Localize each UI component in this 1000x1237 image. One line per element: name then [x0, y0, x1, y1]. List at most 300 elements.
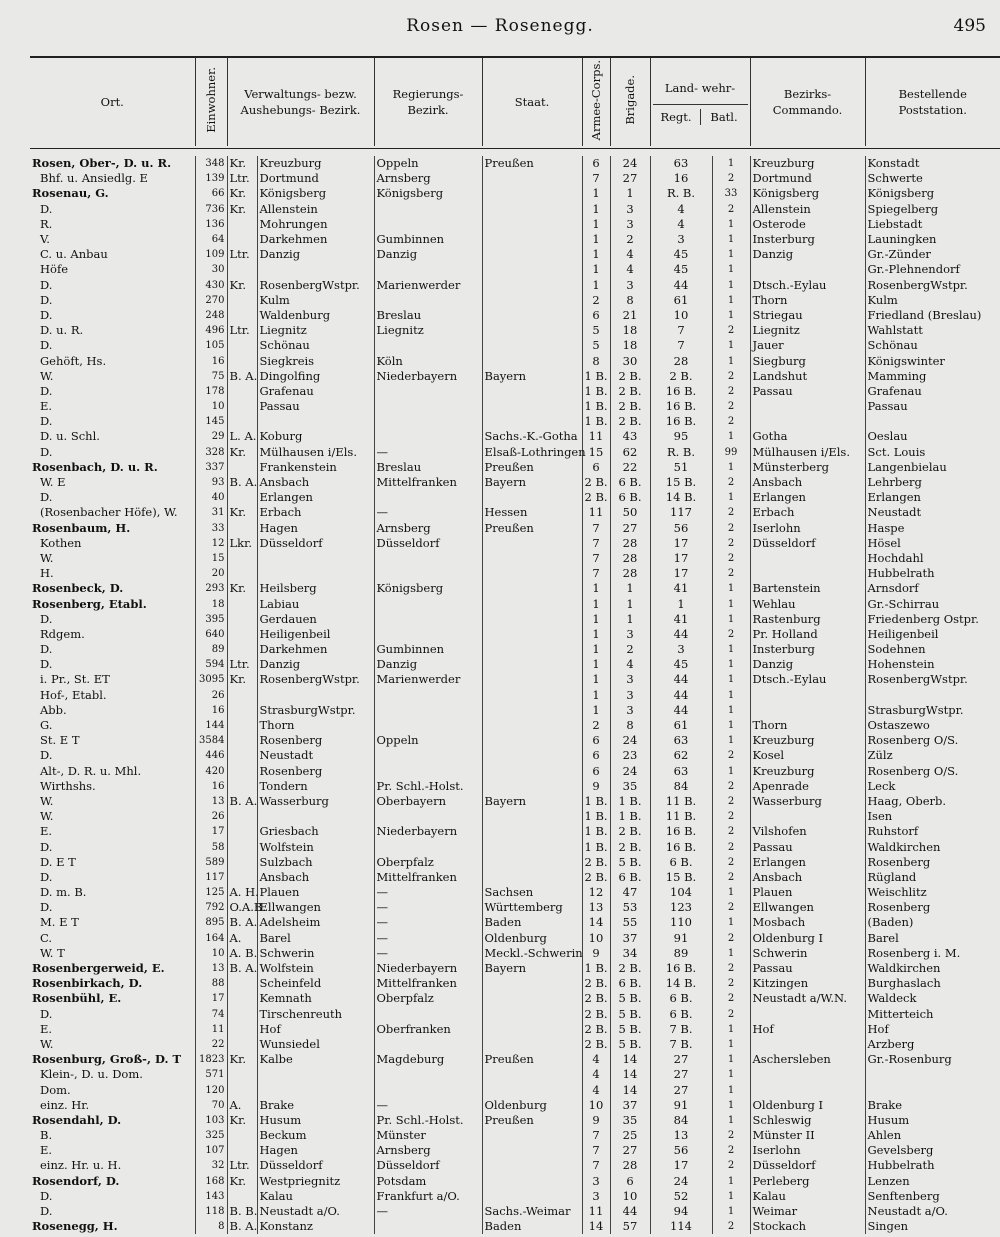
regt-cell: 63 — [650, 156, 712, 171]
staat-cell: Preußen — [482, 460, 582, 475]
bezirks-cell: Oldenburg I — [750, 1098, 865, 1113]
einwohner-cell: 32 — [195, 1158, 227, 1173]
regt-cell: 1 — [650, 596, 712, 611]
regierung-cell — [374, 764, 482, 779]
bezirks-cell: Kreuzburg — [750, 764, 865, 779]
table-row — [30, 596, 1000, 611]
einwohner-cell: 117 — [195, 870, 227, 885]
bezirk-kind-cell — [227, 353, 257, 368]
brigade-cell: 6 B. — [610, 976, 650, 991]
regt-cell: 16 B. — [650, 961, 712, 976]
bezirk-kind-cell — [227, 1143, 257, 1158]
batl-cell: 2 — [712, 551, 750, 566]
batl-cell: 1 — [712, 946, 750, 961]
bezirks-cell — [750, 399, 865, 414]
bezirk-kind-cell — [227, 566, 257, 581]
regt-cell: 114 — [650, 1219, 712, 1234]
batl-cell: 1 — [712, 672, 750, 687]
staat-cell — [482, 779, 582, 794]
armeecorps-cell: 7 — [582, 1158, 610, 1173]
batl-cell: 2 — [712, 976, 750, 991]
armeecorps-cell: 1 — [582, 232, 610, 247]
bezirks-cell — [750, 1037, 865, 1052]
table-row — [30, 718, 1000, 733]
ort-cell: Rosenbirkach, D. — [32, 976, 143, 991]
brigade-cell: 21 — [610, 308, 650, 323]
bezirk-kind-cell — [227, 1082, 257, 1097]
regierung-cell: Gumbinnen — [374, 232, 482, 247]
poststation-cell: Gr.-Schirrau — [865, 596, 1000, 611]
regt-cell: 91 — [650, 931, 712, 946]
brigade-cell: 1 — [610, 612, 650, 627]
armeecorps-cell: 6 — [582, 308, 610, 323]
verwaltung-cell: Ansbach — [257, 870, 374, 885]
poststation-cell: Königsberg — [865, 186, 1000, 201]
bezirk-kind-cell — [227, 308, 257, 323]
armeecorps-cell: 8 — [582, 353, 610, 368]
einwohner-cell: 64 — [195, 232, 227, 247]
einwohner-cell: 33 — [195, 521, 227, 536]
einwohner-cell: 29 — [195, 429, 227, 444]
bezirk-kind-cell: B. A. — [227, 961, 257, 976]
regt-cell: 4 — [650, 217, 712, 232]
verwaltung-cell: Rosenberg — [257, 733, 374, 748]
regierung-cell: Breslau — [374, 308, 482, 323]
verwaltung-cell: Darkehmen — [257, 642, 374, 657]
brigade-cell: 5 B. — [610, 991, 650, 1006]
bezirks-cell: Dortmund — [750, 171, 865, 186]
ort-cell: Rdgem. — [40, 626, 85, 641]
ort-cell: M. E T — [40, 915, 79, 930]
brigade-cell: 3 — [610, 278, 650, 293]
regierung-cell: Marienwerder — [374, 672, 482, 687]
regt-cell: 94 — [650, 1204, 712, 1219]
poststation-cell: Konstadt — [865, 156, 1000, 171]
regt-cell: 3 — [650, 642, 712, 657]
bezirk-kind-cell: Lkr. — [227, 536, 257, 551]
regierung-cell — [374, 399, 482, 414]
bezirk-kind-cell — [227, 764, 257, 779]
ort-cell: H. — [40, 566, 54, 581]
regierung-cell — [374, 748, 482, 763]
poststation-cell: Gevelsberg — [865, 1143, 1000, 1158]
regt-cell: 89 — [650, 946, 712, 961]
batl-cell: 2 — [712, 171, 750, 186]
table-row — [30, 1022, 1000, 1037]
bezirks-cell: Osterode — [750, 217, 865, 232]
armeecorps-cell: 14 — [582, 1219, 610, 1234]
ort-cell: Rosenbergerweid, E. — [32, 961, 165, 976]
poststation-cell: Hubbelrath — [865, 1158, 1000, 1173]
verwaltung-cell: Sulzbach — [257, 855, 374, 870]
table-row — [30, 748, 1000, 763]
verwaltung-cell: Neustadt — [257, 748, 374, 763]
bezirks-cell: Passau — [750, 839, 865, 854]
poststation-cell: Hohenstein — [865, 657, 1000, 672]
armeecorps-cell: 2 B. — [582, 991, 610, 1006]
batl-cell: 2 — [712, 748, 750, 763]
table-row — [30, 581, 1000, 596]
batl-cell: 2 — [712, 1143, 750, 1158]
batl-cell: 1 — [712, 460, 750, 475]
batl-cell: 1 — [712, 612, 750, 627]
ort-cell: Abb. — [40, 702, 67, 717]
regierung-cell — [374, 1082, 482, 1097]
bezirk-kind-cell — [227, 718, 257, 733]
regierung-cell — [374, 839, 482, 854]
ort-cell: D. — [40, 490, 53, 505]
armeecorps-cell: 2 B. — [582, 855, 610, 870]
einwohner-cell: 10 — [195, 946, 227, 961]
brigade-cell: 47 — [610, 885, 650, 900]
poststation-cell — [865, 688, 1000, 703]
verwaltung-cell: Adelsheim — [257, 915, 374, 930]
staat-cell — [482, 186, 582, 201]
column-headers — [30, 58, 1000, 146]
brigade-cell: 50 — [610, 505, 650, 520]
table-row — [30, 1158, 1000, 1173]
batl-cell: 2 — [712, 1007, 750, 1022]
poststation-cell: Königswinter — [865, 353, 1000, 368]
ort-cell: D. E T — [40, 854, 76, 869]
poststation-cell: RosenbergWstpr. — [865, 278, 1000, 293]
poststation-cell: Ostaszewo — [865, 718, 1000, 733]
bezirks-cell — [750, 551, 865, 566]
gazetteer-table — [30, 156, 1000, 1234]
poststation-cell: Friedenberg Ostpr. — [865, 612, 1000, 627]
verwaltung-cell: Hagen — [257, 521, 374, 536]
bezirk-kind-cell — [227, 384, 257, 399]
staat-cell — [482, 384, 582, 399]
table-row — [30, 171, 1000, 186]
regierung-cell: Oberbayern — [374, 794, 482, 809]
regt-cell: 63 — [650, 764, 712, 779]
brigade-cell: 18 — [610, 338, 650, 353]
batl-cell: 1 — [712, 1037, 750, 1052]
batl-cell: 2 — [712, 369, 750, 384]
bezirks-cell: Aschersleben — [750, 1052, 865, 1067]
staat-cell — [482, 217, 582, 232]
regierung-cell — [374, 703, 482, 718]
verwaltung-cell: Kalau — [257, 1189, 374, 1204]
poststation-cell: Singen — [865, 1219, 1000, 1234]
poststation-cell: Sodehnen — [865, 642, 1000, 657]
verwaltung-cell: Mohrungen — [257, 217, 374, 232]
bezirks-cell: Kalau — [750, 1189, 865, 1204]
batl-cell: 1 — [712, 293, 750, 308]
bezirks-cell: Rastenburg — [750, 612, 865, 627]
batl-cell: 2 — [712, 323, 750, 338]
poststation-cell: Rosenberg O/S. — [865, 764, 1000, 779]
einwohner-cell: 66 — [195, 186, 227, 201]
staat-cell — [482, 976, 582, 991]
regierung-cell: Magdeburg — [374, 1052, 482, 1067]
armeecorps-cell: 9 — [582, 779, 610, 794]
verwaltung-cell: Wolfstein — [257, 839, 374, 854]
batl-cell: 2 — [712, 991, 750, 1006]
verwaltung-cell: Rosenberg — [257, 764, 374, 779]
bezirk-kind-cell: Kr. — [227, 186, 257, 201]
armeecorps-cell: 11 — [582, 429, 610, 444]
regt-cell: 16 B. — [650, 384, 712, 399]
verwaltung-cell: Wasserburg — [257, 794, 374, 809]
regierung-cell: — — [374, 885, 482, 900]
col-regt: Regt. — [660, 109, 692, 124]
bezirk-kind-cell — [227, 338, 257, 353]
bezirk-kind-cell — [227, 551, 257, 566]
verwaltung-cell: Westpriegnitz — [257, 1174, 374, 1189]
bezirks-cell: Siegburg — [750, 353, 865, 368]
brigade-cell: 5 B. — [610, 1022, 650, 1037]
batl-cell: 1 — [712, 156, 750, 171]
brigade-cell: 3 — [610, 202, 650, 217]
regierung-cell — [374, 429, 482, 444]
einwohner-cell: 3584 — [195, 733, 227, 748]
batl-cell: 2 — [712, 1158, 750, 1173]
table-row — [30, 839, 1000, 854]
regierung-cell — [374, 596, 482, 611]
verwaltung-cell: Darkehmen — [257, 232, 374, 247]
bezirk-kind-cell: A. H. — [227, 885, 257, 900]
verwaltung-cell: Königsberg — [257, 186, 374, 201]
staat-cell: Oldenburg — [482, 1098, 582, 1113]
armeecorps-cell: 11 — [582, 505, 610, 520]
batl-cell: 2 — [712, 870, 750, 885]
regierung-cell — [374, 1007, 482, 1022]
staat-cell — [482, 991, 582, 1006]
ort-cell: Rosen, Ober-, D. u. R. — [32, 156, 172, 171]
einwohner-cell: 103 — [195, 1113, 227, 1128]
batl-cell: 1 — [712, 1052, 750, 1067]
regt-cell: 104 — [650, 885, 712, 900]
brigade-cell: 14 — [610, 1082, 650, 1097]
batl-cell: 1 — [712, 642, 750, 657]
regierung-cell: — — [374, 900, 482, 915]
bezirks-cell — [750, 1082, 865, 1097]
einwohner-cell: 337 — [195, 460, 227, 475]
poststation-cell: Haag, Oberb. — [865, 794, 1000, 809]
armeecorps-cell: 5 — [582, 323, 610, 338]
bezirks-cell — [750, 1007, 865, 1022]
regt-cell: 27 — [650, 1067, 712, 1082]
armeecorps-cell: 1 — [582, 247, 610, 262]
einwohner-cell: 40 — [195, 490, 227, 505]
armeecorps-cell: 7 — [582, 521, 610, 536]
einwohner-cell: 125 — [195, 885, 227, 900]
bezirks-cell — [750, 688, 865, 703]
table-row — [30, 1082, 1000, 1097]
einwohner-cell: 895 — [195, 915, 227, 930]
regt-cell: R. B. — [650, 186, 712, 201]
einwohner-cell: 20 — [195, 566, 227, 581]
staat-cell: Baden — [482, 915, 582, 930]
einwohner-cell: 496 — [195, 323, 227, 338]
batl-cell: 1 — [712, 353, 750, 368]
ort-cell: D. — [40, 1204, 53, 1219]
verwaltung-cell: Tondern — [257, 779, 374, 794]
col-bestellende: Bestellende Poststation. — [865, 58, 1000, 146]
ort-cell: Rosenegg, H. — [32, 1219, 118, 1234]
regt-cell: 17 — [650, 566, 712, 581]
batl-cell: 2 — [712, 536, 750, 551]
bezirk-kind-cell — [227, 748, 257, 763]
bezirks-cell: Ansbach — [750, 870, 865, 885]
verwaltung-cell: Mülhausen i/Els. — [257, 445, 374, 460]
staat-cell — [482, 672, 582, 687]
bezirks-cell — [750, 566, 865, 581]
armeecorps-cell: 2 — [582, 718, 610, 733]
verwaltung-cell: Kemnath — [257, 991, 374, 1006]
bezirks-cell: Insterburg — [750, 232, 865, 247]
bezirk-kind-cell — [227, 870, 257, 885]
brigade-cell: 2 B. — [610, 824, 650, 839]
bezirk-kind-cell — [227, 596, 257, 611]
regt-cell: 41 — [650, 612, 712, 627]
bezirks-cell: Plauen — [750, 885, 865, 900]
verwaltung-cell: Grafenau — [257, 384, 374, 399]
verwaltung-cell: Brake — [257, 1098, 374, 1113]
einwohner-cell: 640 — [195, 627, 227, 642]
armeecorps-cell: 1 B. — [582, 794, 610, 809]
einwohner-cell: 118 — [195, 1204, 227, 1219]
staat-cell — [482, 293, 582, 308]
table-row — [30, 1128, 1000, 1143]
staat-cell: Elsaß-Lothringen — [482, 445, 582, 460]
armeecorps-cell: 2 B. — [582, 475, 610, 490]
verwaltung-cell: Kalbe — [257, 1052, 374, 1067]
header-bottom-rule — [30, 148, 1000, 149]
regierung-cell: Niederbayern — [374, 824, 482, 839]
bezirk-kind-cell — [227, 1037, 257, 1052]
staat-cell — [482, 1128, 582, 1143]
bezirks-cell: Hof — [750, 1022, 865, 1037]
bezirk-kind-cell: Kr. — [227, 1052, 257, 1067]
armeecorps-cell: 1 B. — [582, 839, 610, 854]
regierung-cell: Niederbayern — [374, 961, 482, 976]
staat-cell: Preußen — [482, 1052, 582, 1067]
table-row — [30, 475, 1000, 490]
verwaltung-cell: Neustadt a/O. — [257, 1204, 374, 1219]
regierung-cell — [374, 490, 482, 505]
verwaltung-cell: Düsseldorf — [257, 536, 374, 551]
bezirk-kind-cell: Ltr. — [227, 247, 257, 262]
brigade-cell: 28 — [610, 1158, 650, 1173]
table-row — [30, 855, 1000, 870]
batl-cell: 2 — [712, 824, 750, 839]
bezirk-kind-cell: B. A. — [227, 1219, 257, 1234]
regierung-cell — [374, 202, 482, 217]
regierung-cell — [374, 293, 482, 308]
armeecorps-cell: 2 — [582, 293, 610, 308]
batl-cell: 2 — [712, 521, 750, 536]
staat-cell — [482, 338, 582, 353]
brigade-cell: 2 B. — [610, 839, 650, 854]
batl-cell: 1 — [712, 885, 750, 900]
einwohner-cell: 16 — [195, 703, 227, 718]
einwohner-cell: 270 — [195, 293, 227, 308]
bezirk-kind-cell — [227, 824, 257, 839]
col-staat: Staat. — [482, 58, 582, 146]
verwaltung-cell: Griesbach — [257, 824, 374, 839]
table-row — [30, 946, 1000, 961]
staat-cell — [482, 247, 582, 262]
batl-cell: 2 — [712, 855, 750, 870]
brigade-cell: 34 — [610, 946, 650, 961]
table-row — [30, 308, 1000, 323]
regierung-cell: Arnsberg — [374, 171, 482, 186]
ort-cell: Gehöft, Hs. — [40, 353, 107, 368]
brigade-cell: 2 B. — [610, 399, 650, 414]
regt-cell: 7 — [650, 323, 712, 338]
armeecorps-cell: 1 — [582, 627, 610, 642]
regt-cell: 15 B. — [650, 870, 712, 885]
einwohner-cell: 1823 — [195, 1052, 227, 1067]
poststation-cell: Ahlen — [865, 1128, 1000, 1143]
staat-cell — [482, 551, 582, 566]
regt-cell: 24 — [650, 1174, 712, 1189]
einwohner-cell: 446 — [195, 748, 227, 763]
armeecorps-cell: 12 — [582, 885, 610, 900]
staat-cell — [482, 353, 582, 368]
poststation-cell: Leck — [865, 779, 1000, 794]
batl-cell: 2 — [712, 202, 750, 217]
regierung-cell: Köln — [374, 353, 482, 368]
bezirks-cell: Kitzingen — [750, 976, 865, 991]
poststation-cell: Weischlitz — [865, 885, 1000, 900]
verwaltung-cell: Gerdauen — [257, 612, 374, 627]
brigade-cell: 1 — [610, 596, 650, 611]
bezirk-kind-cell — [227, 490, 257, 505]
batl-cell: 33 — [712, 186, 750, 201]
regierung-cell: Oppeln — [374, 733, 482, 748]
armeecorps-cell: 1 B. — [582, 369, 610, 384]
bezirk-kind-cell: A. — [227, 1098, 257, 1113]
bezirk-kind-cell — [227, 217, 257, 232]
staat-cell — [482, 855, 582, 870]
armeecorps-cell: 1 — [582, 703, 610, 718]
staat-cell — [482, 1143, 582, 1158]
table-row — [30, 1204, 1000, 1219]
einwohner-cell: 571 — [195, 1067, 227, 1082]
armeecorps-cell: 10 — [582, 1098, 610, 1113]
verwaltung-cell: Kreuzburg — [257, 156, 374, 171]
ort-cell: D. — [40, 307, 53, 322]
poststation-cell: (Baden) — [865, 915, 1000, 930]
bezirk-kind-cell — [227, 460, 257, 475]
regt-cell: 56 — [650, 521, 712, 536]
ort-cell: D. — [40, 444, 53, 459]
ort-cell: Klein-, D. u. Dom. — [40, 1067, 143, 1082]
staat-cell: Oldenburg — [482, 931, 582, 946]
poststation-cell: Spiegelberg — [865, 202, 1000, 217]
bezirks-cell: Insterburg — [750, 642, 865, 657]
bezirks-cell: Kosel — [750, 748, 865, 763]
armeecorps-cell: 7 — [582, 566, 610, 581]
staat-cell — [482, 733, 582, 748]
poststation-cell: Waldeck — [865, 991, 1000, 1006]
table-row — [30, 293, 1000, 308]
table-row — [30, 900, 1000, 915]
bezirk-kind-cell — [227, 1189, 257, 1204]
bezirks-cell: Düsseldorf — [750, 536, 865, 551]
brigade-cell: 24 — [610, 764, 650, 779]
bezirk-kind-cell — [227, 779, 257, 794]
regt-cell: 17 — [650, 536, 712, 551]
bezirk-kind-cell: Kr. — [227, 202, 257, 217]
batl-cell: 1 — [712, 657, 750, 672]
einwohner-cell: 11 — [195, 1022, 227, 1037]
poststation-cell: Wahlstatt — [865, 323, 1000, 338]
